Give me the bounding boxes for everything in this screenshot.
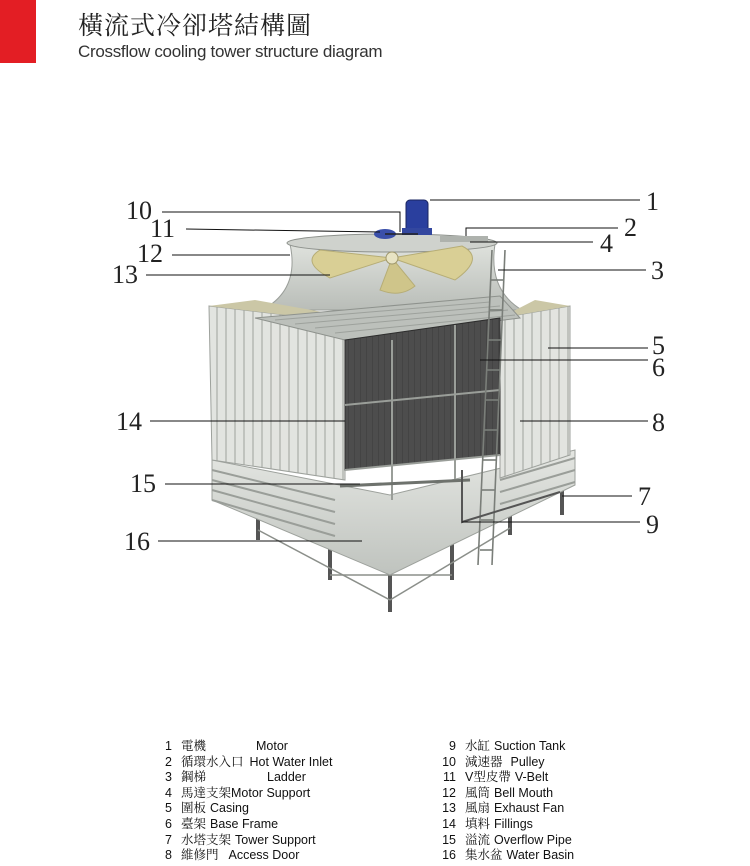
callout-6: 6 [652,353,665,382]
legend-item: 6 臺架 Base Frame [165,816,279,831]
legend-item: 3 鋼梯 Ladder [165,770,306,785]
legend-item: 1 電機 Motor [165,739,288,753]
callout-13: 13 [112,260,138,289]
callout-15: 15 [130,469,156,498]
legend-right-column [442,739,574,864]
legend-item: 15 溢流 Overflow Pipe [442,832,572,847]
callout-14: 14 [116,407,142,436]
callout-16: 16 [124,527,150,556]
legend-item: 11 V型皮帶 V-Belt [443,770,549,785]
legend-item: 16 集水盆 Water Basin [442,848,575,863]
page-title-chinese: 橫流式冷卻塔結構圖 [78,11,313,40]
fillings [345,318,500,470]
callout-11: 11 [150,214,176,243]
callout-8: 8 [652,408,665,437]
legend-item: 10 減速器 Pulley [442,754,545,769]
callout-12: 12 [137,239,163,268]
legend-item: 14 填料 Fillings [442,816,533,831]
callout-2: 2 [624,213,637,242]
legend-item: 8 維修門 Access Door [165,848,300,863]
callout-10: 10 [126,196,152,225]
motor [402,200,432,235]
legend-item: 4 馬達支架Motor Support [165,785,311,800]
legend-item: 13 風扇 Exhaust Fan [442,801,565,816]
callout-4: 4 [600,229,613,258]
callout-3: 3 [651,256,664,285]
page-title-english: Crossflow cooling tower structure diagram [78,42,383,61]
legend-item: 5 圍板 Casing [165,801,249,816]
callout-5: 5 [652,331,665,360]
motor-support [440,236,488,242]
legend-item: 9 水缸 Suction Tank [449,739,566,753]
casing-right [500,306,570,478]
legend-item: 2 循環水入口 Hot Water Inlet [165,754,333,769]
callout-1: 1 [646,187,659,216]
callout-9: 9 [646,510,659,539]
legend-left-column [158,739,332,864]
legend-item: 7 水塔支架 Tower Support [165,832,316,847]
legend-item: 12 風筒 Bell Mouth [442,785,554,800]
callout-7: 7 [638,482,651,511]
